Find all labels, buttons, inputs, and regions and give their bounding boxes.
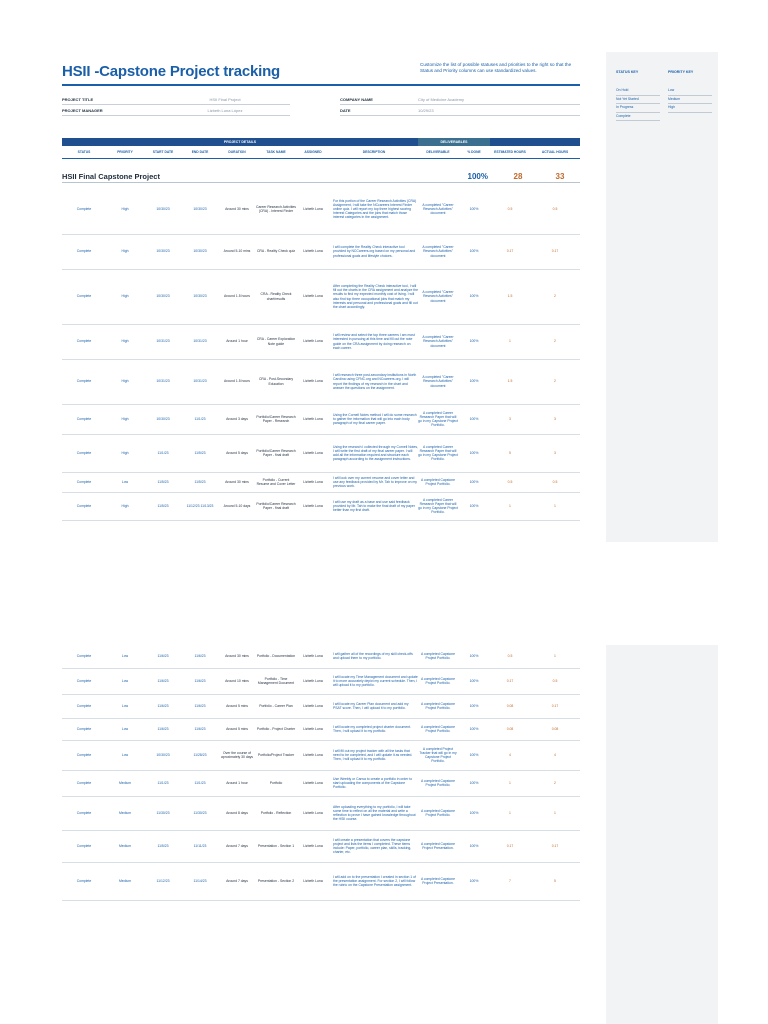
key-divider <box>668 112 712 113</box>
section-act-hours: 33 <box>555 172 565 181</box>
cell-deliverable[interactable]: A completed Capstone Project Portfolio. <box>420 676 456 685</box>
cell-assigned[interactable]: Lizbeth Luna <box>303 249 323 254</box>
document-title: HSII -Capstone Project tracking <box>62 63 281 80</box>
cell-task[interactable]: Portfolio/Career Research Paper - final draft <box>256 501 296 510</box>
cell-duration[interactable]: Over the course of aproximately 30 days <box>220 750 254 759</box>
table-row[interactable] <box>62 359 580 405</box>
cell-deliverable[interactable]: A completed Capstone Project Portfolio. <box>420 724 456 733</box>
cell-priority[interactable]: High <box>121 416 129 421</box>
project-title-label: PROJECT TITLE <box>62 97 94 102</box>
col-start-date[interactable]: START DATE <box>152 150 174 154</box>
cell-priority[interactable]: High <box>121 503 129 508</box>
cell-task[interactable]: Portfolio <box>269 780 283 785</box>
cell-deliverable[interactable]: A completed Capstone Project Portfolio. <box>420 808 456 817</box>
cell-pct[interactable]: 100% <box>469 503 479 508</box>
cell-deliverable[interactable]: A completed Career Research Paper that will go in my Capstone Project Portfolio. <box>418 444 458 462</box>
cell-act[interactable]: 2 <box>554 379 556 384</box>
cell-end[interactable]: 11/6/23 <box>194 678 206 683</box>
cell-description[interactable]: For this portion of the Career Research Activities (CRA) Assignment, I will take the NCcareers Interest Finder online quiz. I will report my top three highest scoring Interest Categories and the jobs that match those interest categories in the assignment. <box>333 198 417 220</box>
cell-duration[interactable]: Around 10 mins <box>225 678 249 683</box>
cell-assigned[interactable]: Lizbeth Luna <box>303 678 323 683</box>
cell-est[interactable]: 7 <box>509 878 511 883</box>
cell-duration[interactable]: Around 1 hour <box>226 780 248 785</box>
cell-description[interactable]: I will locate my Time Management document and update it to more accurately depict my current schedule. Then, I will upload it to my portfolio. <box>333 674 418 688</box>
key-divider <box>616 95 660 96</box>
cell-end[interactable]: 11/28/23 <box>193 752 207 757</box>
cell-assigned[interactable]: Lizbeth Luna <box>303 752 323 757</box>
table-row[interactable] <box>62 668 580 695</box>
cell-end[interactable]: 11/30/23 <box>193 810 207 815</box>
cell-act[interactable]: 0.08 <box>551 726 559 731</box>
cell-task[interactable]: CRA - Post-Secondary Education <box>258 377 294 386</box>
table-group-band <box>62 138 580 146</box>
table-row[interactable] <box>62 644 580 669</box>
cell-pct[interactable]: 100% <box>469 206 479 211</box>
cell-deliverable[interactable]: A completed Capstone Project Presentation. <box>420 841 456 850</box>
cell-duration[interactable]: Around 8 days <box>226 810 248 815</box>
cell-priority[interactable]: Medium <box>118 810 132 815</box>
cell-assigned[interactable]: Lizbeth Luna <box>303 479 323 484</box>
cell-task[interactable]: Portfolio - Project Charter <box>256 726 296 731</box>
cell-description[interactable]: Use Weebly or Canva to create a portfolio in order to start uploading the components of the Capstone Portfolio. <box>333 776 413 790</box>
section-est-hours: 28 <box>513 172 523 181</box>
cell-description[interactable]: I will locate my completed project charter document. Then, I will upload it to my portfolio. <box>333 724 412 733</box>
cell-pct[interactable]: 100% <box>469 653 479 658</box>
table-row[interactable] <box>62 740 580 771</box>
cell-priority[interactable]: High <box>121 450 129 455</box>
cell-est[interactable]: 1 <box>509 780 511 785</box>
cell-duration[interactable]: Around 1.5 hours <box>223 379 250 384</box>
company-name-value[interactable]: City of Medicine Academy <box>418 97 465 102</box>
key-item[interactable]: High <box>668 105 675 109</box>
cell-start[interactable]: 11/6/23 <box>157 703 169 708</box>
cell-deliverable[interactable]: A completed Capstone Project Portfolio. <box>420 778 456 787</box>
project-title-line <box>62 104 290 105</box>
col-estimated-hours[interactable]: ESTIMATED HOURS <box>494 150 526 154</box>
cell-priority[interactable]: High <box>121 339 129 344</box>
date-line <box>340 115 580 116</box>
key-item[interactable]: Medium <box>668 96 681 101</box>
cell-priority[interactable]: Low <box>121 752 129 757</box>
cell-start[interactable]: 11/5/23 <box>157 503 169 508</box>
table-row[interactable] <box>62 770 580 797</box>
cell-pct[interactable]: 100% <box>469 678 479 683</box>
cell-end[interactable]: 11/14/23 <box>193 878 207 883</box>
cell-act[interactable]: 0.17 <box>551 843 559 848</box>
cell-start[interactable]: 11/6/23 <box>157 678 169 683</box>
cell-act[interactable]: 0.5 <box>552 479 558 484</box>
cell-description[interactable]: I will review and select the top three careers I am most interested in pursuing at this time and fill out the note guide on the CRA assignment by doing research on each career. <box>333 333 415 350</box>
cell-est[interactable]: 1 <box>509 503 511 508</box>
cell-act[interactable]: 1 <box>554 810 556 815</box>
cell-priority[interactable]: Low <box>121 726 129 731</box>
cell-start[interactable]: 10/30/23 <box>156 294 170 299</box>
cell-assigned[interactable]: Lizbeth Luna <box>303 339 323 344</box>
cell-priority[interactable]: Medium <box>118 843 132 848</box>
cell-duration[interactable]: Around 7 days <box>226 878 248 883</box>
cell-end[interactable]: 11/1/23 <box>194 416 206 421</box>
cell-duration[interactable]: Around 30 mins <box>225 479 249 484</box>
cell-task[interactable]: Career Research Activities (CRA) - Interest Finder <box>256 204 296 213</box>
cell-pct[interactable]: 100% <box>469 726 479 731</box>
cell-description[interactable]: I will use my draft as a base and use said feedback provided by Mr. Tah to make the final draft of my paper better than my first draft. <box>333 499 415 513</box>
cell-start[interactable]: 11/1/23 <box>157 450 169 455</box>
helper-text: Customize the list of possible statuses and priorities to the right so that the Status and Priority columns can use standardized values. <box>420 62 572 73</box>
cell-task[interactable]: Portfolio - Career Plan <box>259 703 293 708</box>
cell-start[interactable]: 10/30/23 <box>156 206 170 211</box>
col-actual-hours[interactable]: ACTUAL HOURS <box>541 150 569 154</box>
section-pct-done: 100% <box>467 172 488 181</box>
cell-duration[interactable]: Around 3 days <box>226 416 248 421</box>
col-pct-done[interactable]: % DONE <box>467 150 481 154</box>
keys-panel <box>606 52 718 542</box>
cell-status[interactable]: Complete <box>76 450 92 455</box>
cell-pct[interactable]: 100% <box>469 450 479 455</box>
cell-deliverable[interactable]: A completed "Career Research Activities" document <box>422 375 454 388</box>
cell-priority[interactable]: Low <box>121 678 129 683</box>
cell-status[interactable]: Complete <box>76 780 92 785</box>
key-item[interactable]: On Hold <box>616 88 629 92</box>
cell-description[interactable]: I will gather all of the recordings of my skill check-offs and upload them to my portfolio. <box>333 651 413 660</box>
company-name-line <box>340 104 580 105</box>
section-rule <box>62 182 580 183</box>
cell-est[interactable]: 1 <box>509 339 511 344</box>
cell-act[interactable]: 3 <box>554 450 556 455</box>
cell-duration[interactable]: Around 5 mins <box>226 703 248 708</box>
col-duration[interactable]: DURATION <box>228 150 246 154</box>
table-row[interactable] <box>62 472 580 493</box>
cell-end[interactable]: 11/11/23 <box>193 843 207 848</box>
table-row[interactable] <box>62 862 580 901</box>
cell-est[interactable]: 3 <box>509 416 511 421</box>
cell-deliverable[interactable]: A completed Career Research Paper that will go in my Capstone Project Portfolio. <box>418 497 458 515</box>
cell-est[interactable]: 0.08 <box>506 703 514 708</box>
cell-end[interactable]: 11/6/23 <box>194 726 206 731</box>
cell-description[interactable]: I will look over my current resume and cover letter and use any feedback provided by Mr. Tah to improve on my previous work. <box>333 475 417 489</box>
cell-est[interactable]: 0.17 <box>506 678 514 683</box>
date-value[interactable]: 10/29/23 <box>418 108 434 113</box>
cell-act[interactable]: 5 <box>554 878 556 883</box>
table-row[interactable] <box>62 184 580 235</box>
cell-duration[interactable]: Around 5 mins <box>226 726 248 731</box>
cell-start[interactable]: 10/30/23 <box>156 249 170 254</box>
cell-status[interactable]: Complete <box>76 294 92 299</box>
section-title: HSII Final Capstone Project <box>62 172 160 181</box>
cell-pct[interactable]: 100% <box>469 843 479 848</box>
cell-pct[interactable]: 100% <box>469 703 479 708</box>
keys-panel-page2 <box>606 645 718 1024</box>
key-divider <box>616 120 660 121</box>
cell-pct[interactable]: 100% <box>469 878 479 883</box>
cell-status[interactable]: Complete <box>76 678 92 683</box>
cell-act[interactable]: 1 <box>554 653 556 658</box>
cell-description[interactable]: After completing the Reality Check interactive tool, I will fill out the charts in the CRA assignment and analyze the results to find my expected monthly cost of living. I will also find top three occupational jobs that match my interests and personal and professional goals and fill out the chart accordingly. <box>333 284 419 309</box>
table-row[interactable] <box>62 434 580 473</box>
cell-end[interactable]: 10/30/23 <box>193 294 207 299</box>
cell-priority[interactable]: Low <box>121 479 129 484</box>
cell-description[interactable]: I will create a presentation that covers the capstone project and lists the items I completed. These items include: Paper, portfolio, career plan, skills, tracking, charter, etc. <box>333 837 412 855</box>
cell-duration[interactable]: Around 30 mins <box>225 653 249 658</box>
cell-act[interactable]: 2 <box>554 339 556 344</box>
cell-pct[interactable]: 100% <box>469 379 479 384</box>
key-item[interactable]: Complete <box>616 113 631 118</box>
cell-task[interactable]: Portfolio - Documentation <box>256 653 296 658</box>
cell-end[interactable]: 11/5/23 <box>194 450 206 455</box>
cell-status[interactable]: Complete <box>76 726 92 731</box>
cell-priority[interactable]: Low <box>121 703 129 708</box>
col-end-date[interactable]: END DATE <box>191 150 209 154</box>
cell-description[interactable]: Using the Cornell Notes method I will do some research to gather the information that will go into each body paragraph of my final career paper. <box>333 412 417 426</box>
cell-est[interactable]: 1.5 <box>507 379 513 384</box>
cell-assigned[interactable]: Lizbeth Luna <box>303 450 323 455</box>
cell-start[interactable]: 10/30/23 <box>156 416 170 421</box>
cell-act[interactable]: 2 <box>554 780 556 785</box>
cell-duration[interactable]: Around 1.5 hours <box>223 294 250 299</box>
cell-status[interactable]: Complete <box>76 249 92 254</box>
cell-end[interactable]: 10/30/23 <box>193 206 207 211</box>
cell-start[interactable]: 11/5/23 <box>157 479 169 484</box>
cell-status[interactable]: Complete <box>76 379 92 384</box>
col-status[interactable]: STATUS <box>77 150 91 154</box>
cell-assigned[interactable]: Lizbeth Luna <box>303 726 323 731</box>
cell-task[interactable]: Portfolio/Project Tracker <box>257 752 295 757</box>
cell-est[interactable]: 4 <box>509 752 511 757</box>
cell-task[interactable]: Portfolio - Current Resume and Cover Letter <box>256 477 296 486</box>
key-divider <box>668 103 712 104</box>
cell-pct[interactable]: 100% <box>469 294 479 299</box>
cell-assigned[interactable]: Lizbeth Luna <box>303 416 323 421</box>
cell-est[interactable]: 5 <box>509 450 511 455</box>
cell-end[interactable]: 11/5/23 <box>194 479 206 484</box>
cell-start[interactable]: 11/30/23 <box>156 810 170 815</box>
cell-duration[interactable]: Around 5-10 days <box>223 503 251 508</box>
cell-assigned[interactable]: Lizbeth Luna <box>303 206 323 211</box>
cell-est[interactable]: 1.5 <box>507 294 513 299</box>
cell-priority[interactable]: High <box>121 249 129 254</box>
cell-act[interactable]: 1 <box>554 503 556 508</box>
cell-duration[interactable]: Around 7 days <box>226 843 248 848</box>
column-header-row <box>62 146 580 159</box>
cell-act[interactable]: 0.5 <box>552 206 558 211</box>
cell-status[interactable]: Complete <box>76 752 92 757</box>
cell-est[interactable]: 0.17 <box>506 249 514 254</box>
key-divider <box>668 95 712 96</box>
cell-task[interactable]: Portfolio/Career Research Paper - final draft <box>256 448 296 457</box>
project-title-value[interactable]: HSII Final Project <box>209 97 241 102</box>
col-deliverable[interactable]: DELIVERABLE <box>426 150 450 154</box>
status-key-header: STATUS KEY <box>616 70 639 74</box>
cell-deliverable[interactable]: A completed Capstone Project Portfolio. <box>420 651 456 660</box>
cell-act[interactable]: 0.17 <box>551 703 559 708</box>
cell-act[interactable]: 3 <box>554 416 556 421</box>
col-priority[interactable]: PRIORITY <box>117 150 133 154</box>
title-rule <box>62 84 580 86</box>
cell-assigned[interactable]: Lizbeth Luna <box>303 810 323 815</box>
project-manager-line <box>62 115 290 116</box>
cell-deliverable[interactable]: A completed "Career Research Activities" document <box>422 335 454 348</box>
cell-assigned[interactable]: Lizbeth Luna <box>303 780 323 785</box>
cell-duration[interactable]: Around 30 mins <box>225 206 249 211</box>
cell-deliverable[interactable]: A completed "Career Research Activities" document <box>422 245 454 258</box>
cell-assigned[interactable]: Lizbeth Luna <box>303 294 323 299</box>
cell-est[interactable]: 0.5 <box>507 653 513 658</box>
cell-deliverable[interactable]: A completed Career Research Paper that will go in my Capstone Project Portfolio. <box>418 410 458 428</box>
cell-description[interactable]: After uploading everything to my portfolio, I will take some time to reflect on all the material and write a reflection to prove I have gained knowledge throughout the HSII course. <box>333 804 416 822</box>
cell-start[interactable]: 10/31/23 <box>156 339 170 344</box>
cell-end[interactable]: 10/31/23 <box>193 379 207 384</box>
table-row[interactable] <box>62 830 580 863</box>
key-item[interactable]: Low <box>668 88 675 92</box>
cell-description[interactable]: I will fill out my project tracker with all the tasks that need to be completed, and I will update it as needed. Then, I will upload it to my portfolio. <box>333 748 413 762</box>
cell-task[interactable]: Portfolio - Reflection <box>260 810 292 815</box>
cell-task[interactable]: Presentation - Section 1 <box>257 843 295 848</box>
cell-priority[interactable]: High <box>121 379 129 384</box>
cell-deliverable[interactable]: A completed Capstone Project Portfolio. <box>420 477 456 486</box>
cell-pct[interactable]: 100% <box>469 249 479 254</box>
cell-est[interactable]: 0.17 <box>506 843 514 848</box>
cell-description[interactable]: I will locate my Career Plan document and add my PSAT score. Then, I will upload it to my portfolio. <box>333 701 409 710</box>
cell-end[interactable]: 10/31/23 <box>193 339 207 344</box>
cell-end[interactable]: 11/12/23 11/13/23 <box>186 503 214 508</box>
cell-pct[interactable]: 100% <box>469 416 479 421</box>
cell-pct[interactable]: 100% <box>469 752 479 757</box>
cell-status[interactable]: Complete <box>76 878 92 883</box>
cell-est[interactable]: 0.08 <box>506 726 514 731</box>
cell-pct[interactable]: 100% <box>469 479 479 484</box>
cell-start[interactable]: 11/12/23 <box>156 878 170 883</box>
cell-duration[interactable]: Around 5-10 mins <box>223 249 251 254</box>
key-item[interactable]: Not Yet Started <box>616 96 639 101</box>
col-description[interactable]: DESCRIPTION <box>362 150 386 154</box>
company-name-label: COMPANY NAME <box>340 97 373 102</box>
cell-deliverable[interactable]: A completed Project Tracker that will go in my Capstone Project Portfolio. <box>419 746 457 764</box>
cell-status[interactable]: Complete <box>76 810 92 815</box>
cell-priority[interactable]: Medium <box>118 878 132 883</box>
cell-priority[interactable]: Medium <box>118 780 132 785</box>
cell-description[interactable]: I will add on to the presentation I created in section 1 of the presentation assignment. For section 2, I will follow the rubric on the Capstone Presentation assignment. <box>333 874 416 888</box>
cell-status[interactable]: Complete <box>76 206 92 211</box>
table-row[interactable] <box>62 796 580 831</box>
cell-start[interactable]: 10/30/23 <box>156 752 170 757</box>
project-manager-value[interactable]: Lizbeth Luna López <box>207 108 243 113</box>
cell-priority[interactable]: High <box>121 206 129 211</box>
col-assigned[interactable]: ASSIGNED <box>304 150 322 154</box>
table-row[interactable] <box>62 269 580 325</box>
table-row[interactable] <box>62 492 580 521</box>
cell-task[interactable]: CRA - Reality Check quiz <box>256 249 296 254</box>
cell-assigned[interactable]: Lizbeth Luna <box>303 653 323 658</box>
table-row[interactable] <box>62 718 580 741</box>
cell-pct[interactable]: 100% <box>469 810 479 815</box>
cell-pct[interactable]: 100% <box>469 780 479 785</box>
cell-status[interactable]: Complete <box>76 703 92 708</box>
cell-deliverable[interactable]: A completed "Career Research Activities" document <box>422 202 454 216</box>
cell-act[interactable]: 2 <box>554 294 556 299</box>
key-item[interactable]: In Progress <box>616 105 634 109</box>
cell-duration[interactable]: Around 5 days <box>226 450 248 455</box>
cell-task[interactable]: Portfolio/Career Research Paper - Research <box>256 414 296 423</box>
table-row[interactable] <box>62 694 580 719</box>
cell-status[interactable]: Complete <box>76 503 92 508</box>
cell-description[interactable]: Using the research I collected through my Cornell Notes, I will write the first draft of my final career paper. I will add all the information required and structure each paragraph according to the assignment instructions. <box>333 444 418 462</box>
key-divider <box>616 112 660 113</box>
table-row[interactable] <box>62 234 580 270</box>
cell-task[interactable]: CRA - Career Exploration Note guide <box>256 337 296 346</box>
cell-priority[interactable]: Low <box>121 653 129 658</box>
date-label: DATE <box>340 108 351 113</box>
cell-act[interactable]: 0.5 <box>552 678 558 683</box>
cell-description[interactable]: I will research three post-secondary institutions in North Carolina using CFNC.org and NCcareers.org. I will report the findings of my research in the chart and answer the questions on the assignment. <box>333 373 417 390</box>
cell-status[interactable]: Complete <box>76 339 92 344</box>
cell-assigned[interactable]: Lizbeth Luna <box>303 843 323 848</box>
cell-status[interactable]: Complete <box>76 843 92 848</box>
cell-est[interactable]: 0.5 <box>507 479 513 484</box>
cell-pct[interactable]: 100% <box>469 339 479 344</box>
cell-end[interactable]: 11/6/23 <box>194 703 206 708</box>
cell-status[interactable]: Complete <box>76 653 92 658</box>
cell-end[interactable]: 10/30/23 <box>193 249 207 254</box>
priority-key-header: PRIORITY KEY <box>668 70 694 74</box>
cell-description[interactable]: I will complete the Reality Check interactive tool provided by NCCareers.org based on my personal and professional goals and lifestyle choices. <box>333 245 416 258</box>
cell-start[interactable]: 11/5/23 <box>157 843 169 848</box>
cell-status[interactable]: Complete <box>76 416 92 421</box>
cell-deliverable[interactable]: A completed "Career Research Activities" document <box>422 290 454 303</box>
table-row[interactable] <box>62 324 580 360</box>
group-deliverables: DELIVERABLES <box>418 138 490 146</box>
cell-assigned[interactable]: Lizbeth Luna <box>303 379 323 384</box>
cell-priority[interactable]: High <box>121 294 129 299</box>
cell-assigned[interactable]: Lizbeth Luna <box>303 703 323 708</box>
cell-start[interactable]: 11/6/23 <box>157 726 169 731</box>
cell-start[interactable]: 10/31/23 <box>156 379 170 384</box>
cell-deliverable[interactable]: A completed Capstone Project Portfolio. <box>420 701 456 710</box>
cell-deliverable[interactable]: A completed Capstone Project Presentation. <box>420 876 456 885</box>
cell-est[interactable]: 1 <box>509 810 511 815</box>
col-task-name[interactable]: TASK NAME <box>266 150 286 154</box>
cell-assigned[interactable]: Lizbeth Luna <box>303 503 323 508</box>
cell-status[interactable]: Complete <box>76 479 92 484</box>
cell-assigned[interactable]: Lizbeth Luna <box>303 878 323 883</box>
cell-duration[interactable]: Around 1 hour <box>226 339 248 344</box>
group-project-details: PROJECT DETAILS <box>223 140 257 144</box>
cell-act[interactable]: 0.17 <box>551 249 559 254</box>
cell-start[interactable]: 11/1/23 <box>157 780 169 785</box>
cell-task[interactable]: Portfolio - Time Management Document <box>257 676 295 685</box>
project-manager-label: PROJECT MANAGER <box>62 108 103 113</box>
cell-act[interactable]: 4 <box>554 752 556 757</box>
cell-est[interactable]: 0.5 <box>507 206 513 211</box>
table-row[interactable] <box>62 404 580 435</box>
cell-task[interactable]: Presentation - Section 2 <box>257 878 295 883</box>
cell-end[interactable]: 11/1/23 <box>194 780 206 785</box>
cell-end[interactable]: 11/6/23 <box>194 653 206 658</box>
cell-task[interactable]: CRA - Reality Check chart/results <box>260 292 292 301</box>
cell-start[interactable]: 11/6/23 <box>157 653 169 658</box>
key-divider <box>616 103 660 104</box>
